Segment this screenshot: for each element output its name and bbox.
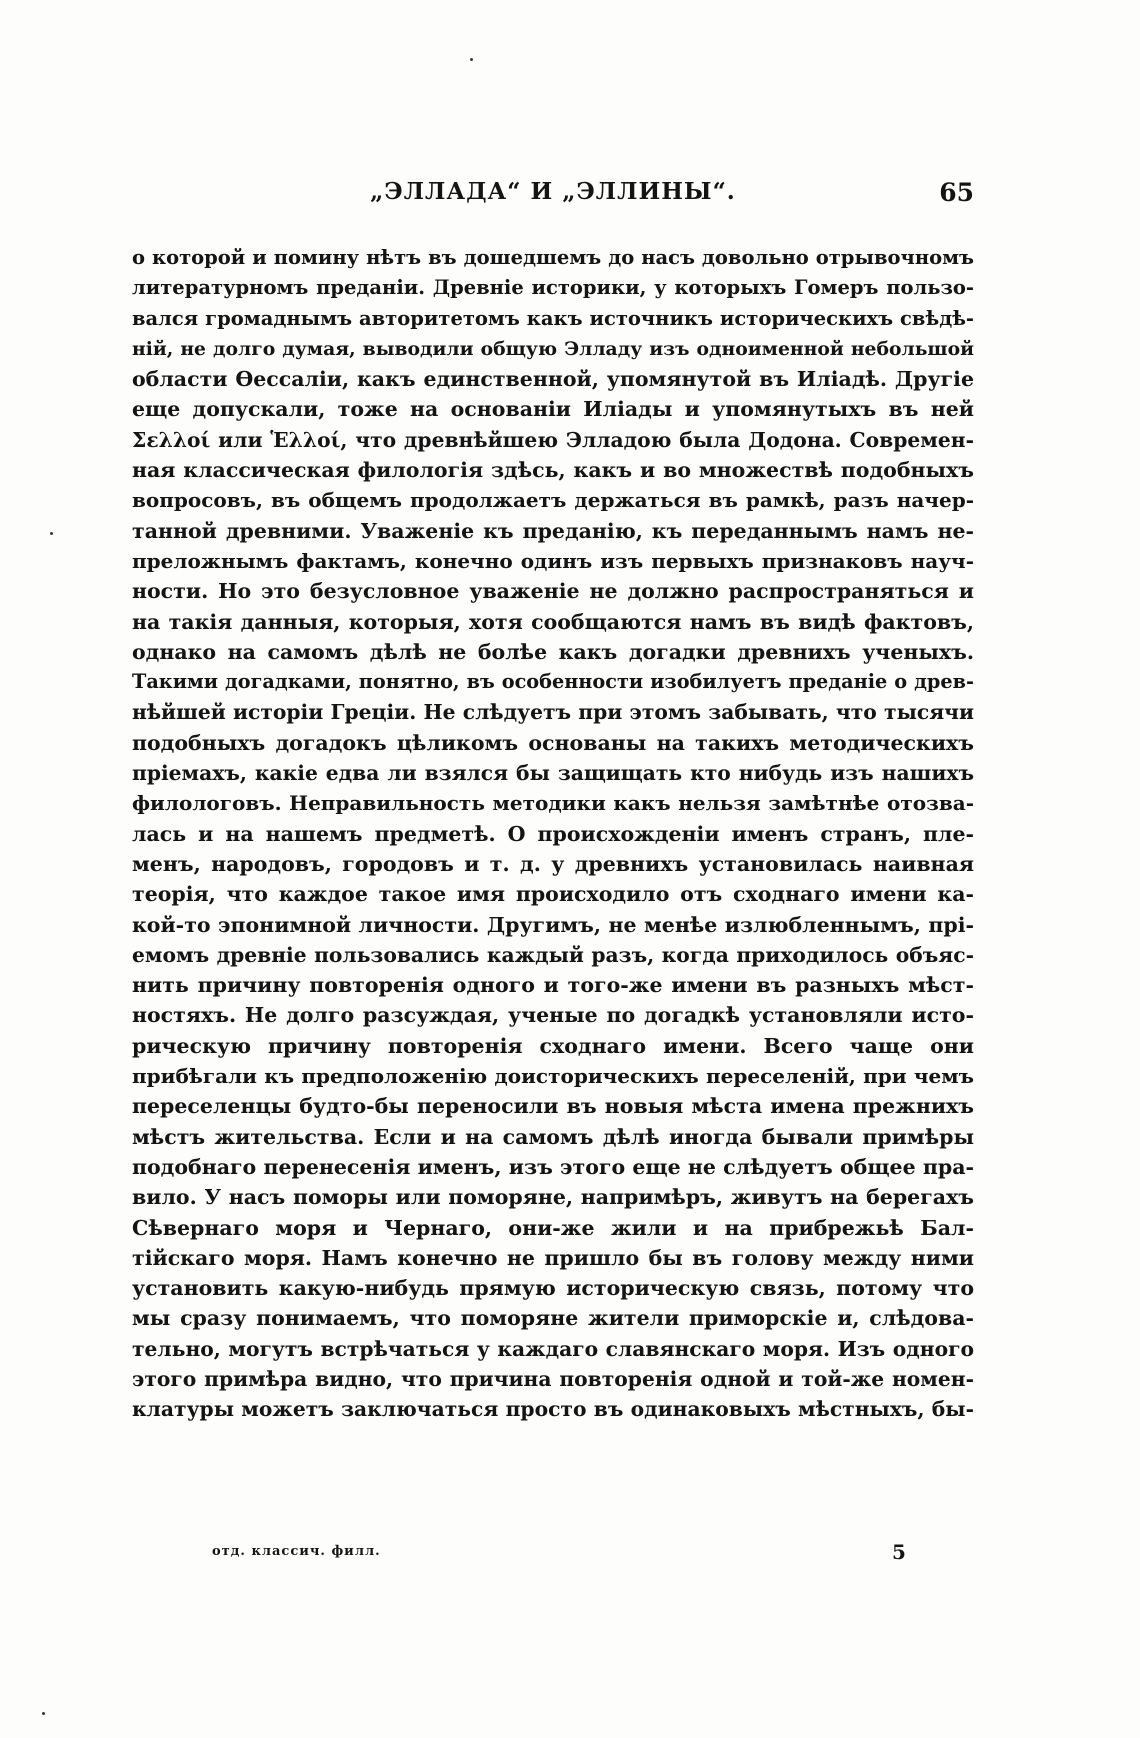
page-footer — [132, 1540, 974, 1568]
text-line: переселенцы будто-бы переносили въ новыя мѣста имена прежнихъ — [132, 1094, 974, 1119]
text-line: тійскаго моря. Намъ конечно не пришло бы въ голову между ними — [132, 1245, 974, 1270]
running-header — [132, 178, 974, 212]
signature-number: 5 — [892, 1540, 906, 1564]
text-line: однако на самомъ дѣлѣ не болѣе какъ догадки древнихъ ученыхъ. — [132, 639, 974, 664]
text-line: о которой и помину нѣтъ въ дошедшемъ до насъ довольно отрывочномъ — [132, 246, 974, 269]
paper-speck — [470, 58, 473, 61]
text-line: установить какую-нибудь прямую историческую связь, потому что — [132, 1276, 974, 1301]
text-line: ній, не долго думая, выводили общую Элладу изъ одноименной небольшой — [132, 337, 974, 360]
text-line: рическую причину повторенія сходнаго имени. Всего чаще они — [132, 1033, 974, 1058]
text-line: нѣйшей исторіи Греціи. Не слѣдуетъ при этомъ забывать, что тысячи — [132, 700, 974, 725]
text-line: преложнымъ фактамъ, конечно одинъ изъ первыхъ признаковъ науч- — [132, 548, 974, 573]
text-line: подобнаго перенесенія именъ, изъ этого еще не слѣдуетъ общее пра- — [132, 1154, 974, 1179]
text-line: подобныхъ догадокъ цѣликомъ основаны на такихъ методическихъ — [132, 730, 974, 755]
text-line: этого примѣра видно, что причина повторенія одной и той-же номен- — [132, 1366, 974, 1391]
text-line: пріемахъ, какіе едва ли взялся бы защищать кто нибудь изъ нашихъ — [132, 761, 974, 786]
text-line: Σελλοί или Ἑλλοί, что древнѣйшею Элладою была Додона. Современ- — [132, 427, 974, 452]
text-line: емомъ древніе пользовались каждый разъ, когда приходилось объяс- — [132, 942, 974, 967]
paper-speck — [42, 1712, 45, 1715]
page-number: 65 — [939, 178, 974, 207]
text-line: прибѣгали къ предположенію доисторическихъ переселеній, при чемъ — [132, 1064, 974, 1089]
text-line: мѣстъ жительства. Если и на самомъ дѣлѣ иногда бывали примѣры — [132, 1124, 974, 1149]
text-line: клатуры можетъ заключаться просто въ одинаковыхъ мѣстныхъ, бы- — [132, 1397, 974, 1422]
text-line: тельно, могутъ встрѣчаться у каждаго славянскаго моря. Изъ одного — [132, 1336, 974, 1361]
text-line: литературномъ преданіи. Древніе историки, у которыхъ Гомеръ пользо- — [132, 276, 974, 300]
printer-signature: отд. классич. филл. — [212, 1544, 381, 1559]
text-line: ностяхъ. Не долго разсуждая, ученые по догадкѣ установляли исто- — [132, 1003, 974, 1028]
text-line: кой-то эпонимной личности. Другимъ, не менѣе излюбленнымъ, прі- — [132, 912, 974, 937]
paper-speck — [50, 532, 53, 535]
text-line: Сѣвернаго моря и Чернаго, они-же жили и на прибрежьѣ Бал- — [132, 1215, 974, 1240]
text-line: филологовъ. Неправильность методики какъ нельзя замѣтнѣе отозва- — [132, 791, 974, 816]
text-line: на такія данныя, которыя, хотя сообщаются намъ въ видѣ фактовъ, — [132, 609, 974, 634]
text-line: теорія, что каждое такое имя происходило отъ сходнаго имени ка- — [132, 882, 974, 907]
text-line: вался громаднымъ авторитетомъ какъ источникъ историческихъ свѣдѣ- — [132, 306, 974, 330]
text-line: Такими догадками, понятно, въ особенности изобилуетъ преданіе о древ- — [132, 670, 974, 694]
text-line: вопросовъ, въ общемъ продолжаетъ держаться въ рамкѣ, разъ начер- — [132, 488, 974, 513]
text-line: лась и на нашемъ предметѣ. О происхожденіи именъ странъ, пле- — [132, 821, 974, 846]
text-line: области Өессаліи, какъ единственной, упомянутой въ Иліадѣ. Другіе — [132, 367, 974, 392]
body-text — [132, 243, 974, 1425]
text-line: нить причину повторенія одного и того-же имени въ разныхъ мѣст- — [132, 973, 974, 998]
text-line: вило. У насъ поморы или поморяне, напримѣръ, живутъ на берегахъ — [132, 1185, 974, 1210]
text-line: менъ, народовъ, городовъ и т. д. у древнихъ установилась наивная — [132, 851, 974, 876]
text-line: мы сразу понимаемъ, что поморяне жители приморскіе и, слѣдова- — [132, 1306, 974, 1331]
text-line: ности. Но это безусловное уваженіе не должно распространяться и — [132, 579, 974, 604]
text-line: танной древними. Уваженіе къ преданію, къ переданнымъ намъ не- — [132, 518, 974, 543]
running-title: „ЭЛЛАДА“ И „ЭЛЛИНЫ“. — [370, 178, 736, 205]
text-line: ная классическая филологія здѣсь, какъ и во множествѣ подобныхъ — [132, 458, 974, 483]
text-line: еще допускали, тоже на основаніи Иліады и упомянутыхъ въ ней — [132, 397, 974, 422]
